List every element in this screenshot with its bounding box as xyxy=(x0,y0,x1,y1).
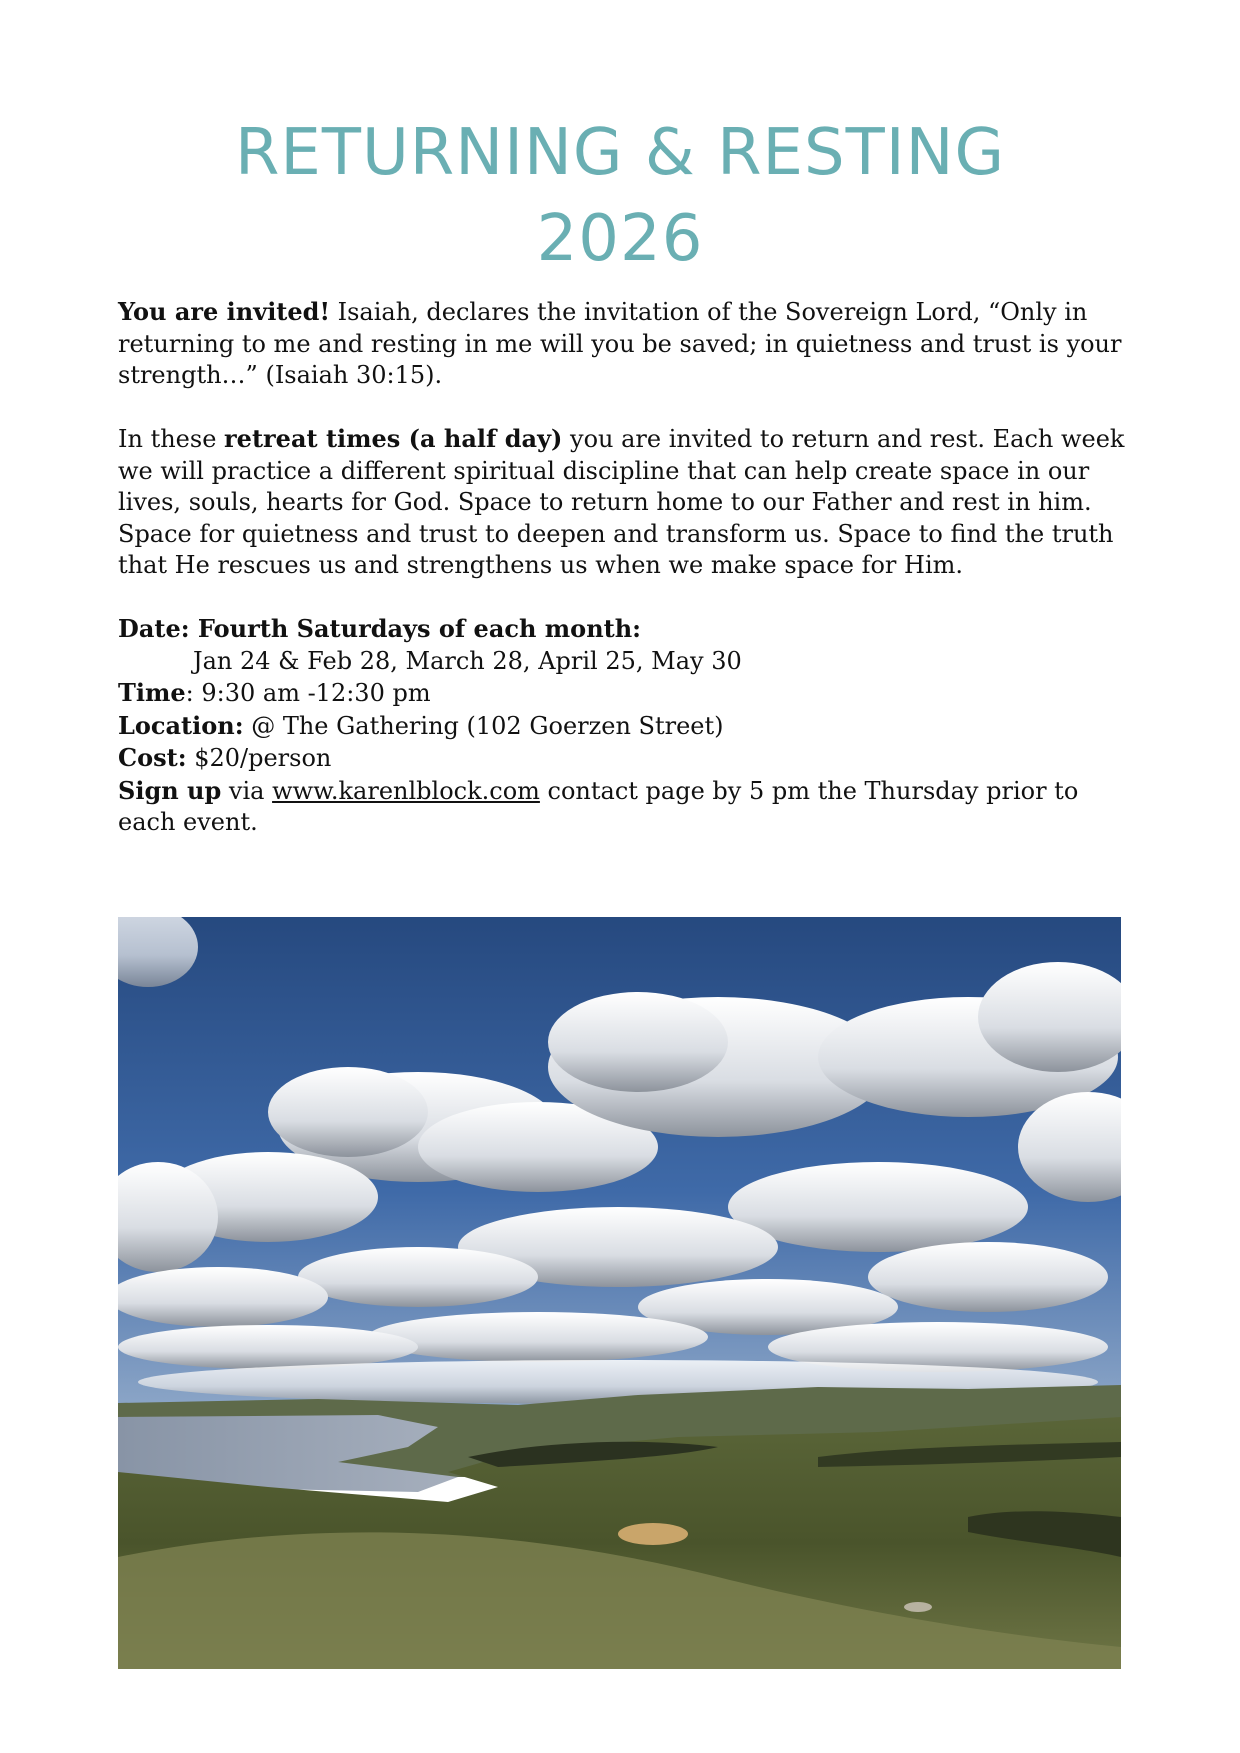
cost-label: Cost: xyxy=(118,743,187,772)
retreat-text: you are invited to return and rest. Each week we will practice a different spiritual discipline that can help create space in our lives, souls, hearts for God. Space to return home to our Father and rest in him. Space for quietness and trust to deepen and transform us. Space to find the truth that He rescues us and strengthens us when we make space for Him. xyxy=(118,425,1125,579)
time-line xyxy=(118,677,1128,710)
location-label: Location: xyxy=(118,710,244,740)
time-value: : 9:30 am -12:30 pm xyxy=(185,679,431,707)
location-value: @ The Gathering (102 Goerzen Street) xyxy=(243,711,724,740)
date-line xyxy=(118,613,1128,646)
document-body xyxy=(118,296,1128,839)
dates-line: Jan 24 & Feb 28, March 28, April 25, May 30 xyxy=(193,646,742,675)
signup-line xyxy=(118,775,1128,839)
date-label: Date: Fourth Saturdays of each month: xyxy=(118,614,642,643)
location-line xyxy=(118,710,1128,743)
intro-bold: You are invited! xyxy=(118,297,330,326)
landscape-photo xyxy=(118,917,1121,1669)
time-label: Time xyxy=(118,678,186,707)
retreat-bold: retreat times (a half day) xyxy=(224,424,563,453)
page-title xyxy=(0,110,1240,282)
signup-label: Sign up xyxy=(118,775,222,805)
signup-via: via xyxy=(221,776,273,805)
title-line-2: 2026 xyxy=(536,202,704,276)
retreat-paragraph xyxy=(118,423,1128,582)
retreat-prefix: In these xyxy=(118,425,225,453)
rock xyxy=(618,1523,688,1545)
cost-line xyxy=(118,742,1128,775)
intro-paragraph xyxy=(118,296,1128,392)
signup-rest: contact page by 5 pm the Thursday prior to each event. xyxy=(118,776,1079,836)
signup-link[interactable]: www.karenlblock.com xyxy=(272,776,540,805)
title-line-1: RETURNING & RESTING xyxy=(234,116,1006,190)
intro-text: Isaiah, declares the invitation of the Sovereign Lord, “Only in returning to me and resting in me will you be saved; in quietness and trust is your strength…” (Isaiah 30:15). xyxy=(118,298,1122,389)
cost-value: $20/person xyxy=(186,744,332,772)
